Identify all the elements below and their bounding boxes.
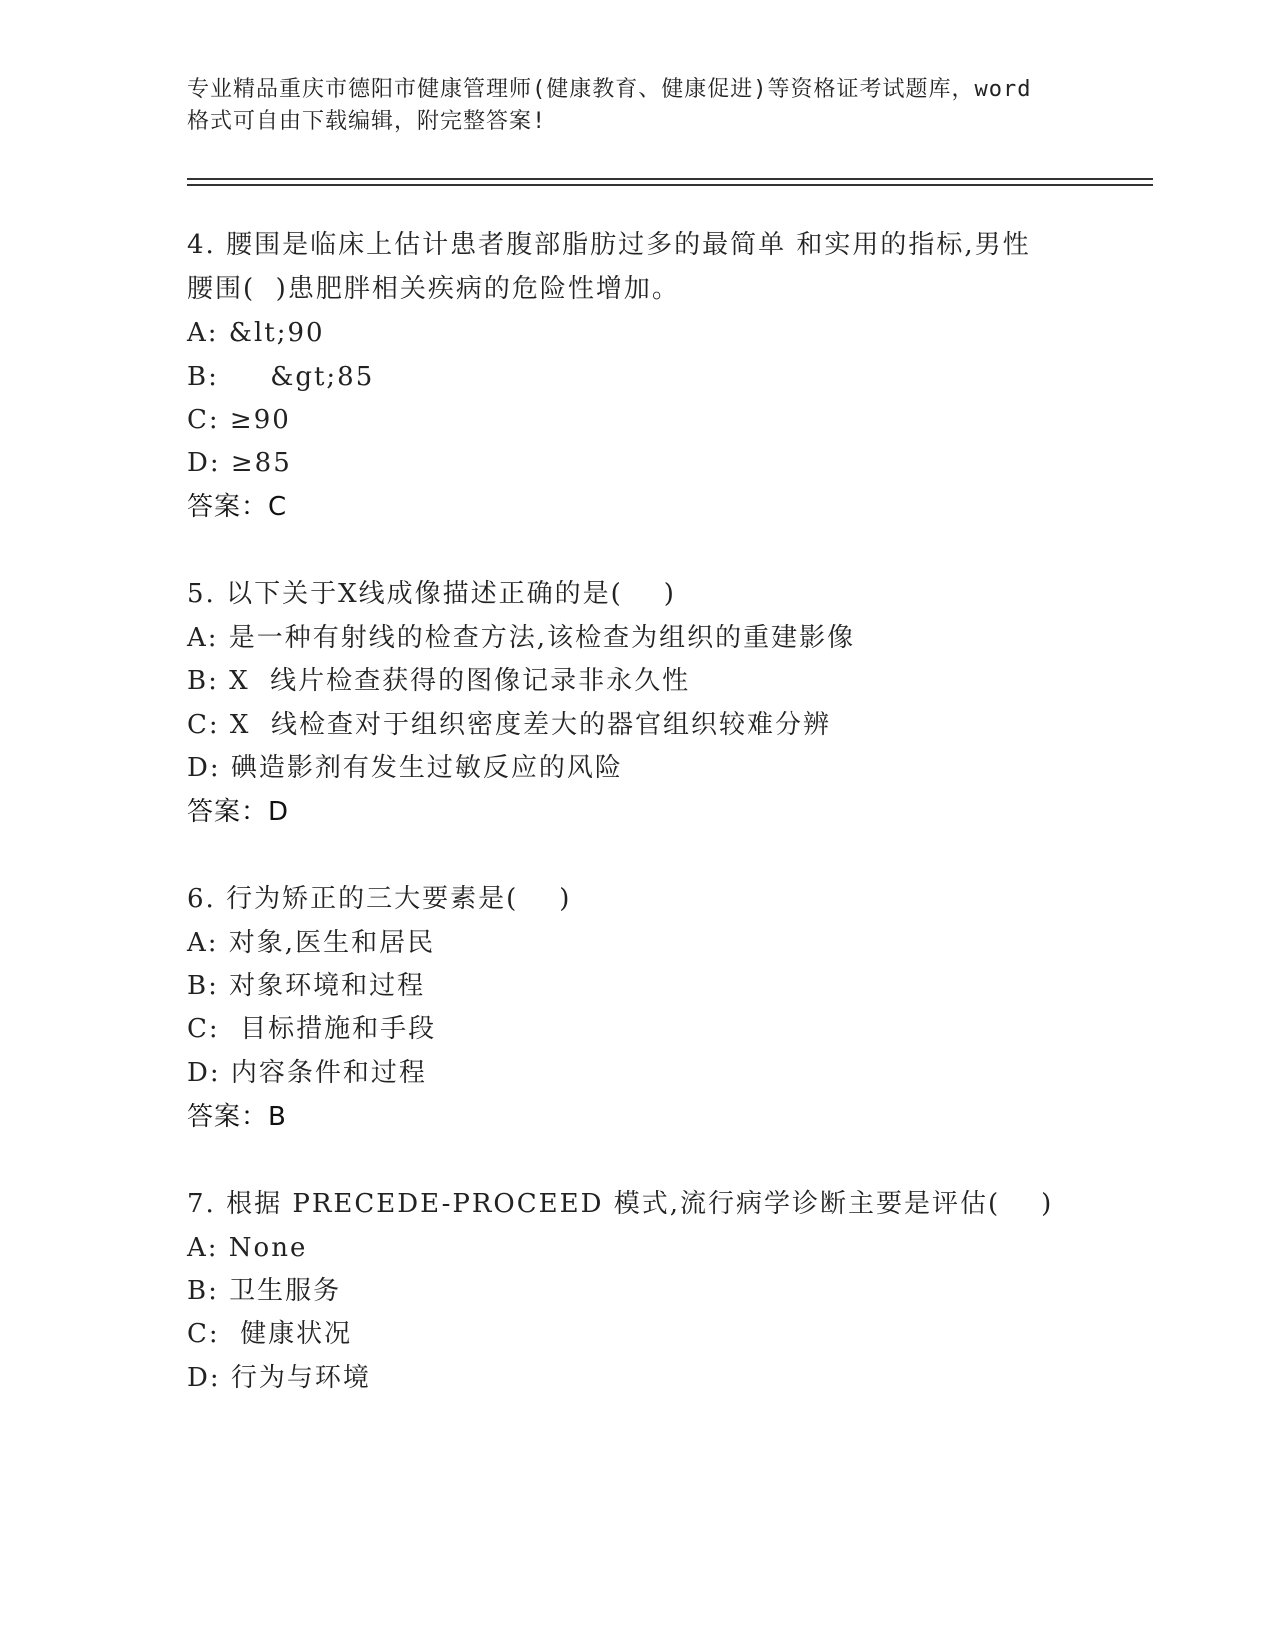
question-4-option-d: D: ≥85 xyxy=(187,448,292,478)
question-5-option-d: D: 碘造影剂有发生过敏反应的风险 xyxy=(187,753,623,783)
question-6-option-a: A: 对象,医生和居民 xyxy=(187,928,436,958)
question-6-option-d: D: 内容条件和过程 xyxy=(187,1058,427,1088)
question-7-option-c: C: 健康状况 xyxy=(187,1319,353,1349)
question-6-option-c: C: 目标措施和手段 xyxy=(187,1014,437,1044)
question-7-option-b: B: 卫生服务 xyxy=(187,1276,342,1306)
header-line-2: 格式可自由下载编辑，附完整答案! xyxy=(187,109,547,134)
question-5-option-b: B: X 线片检查获得的图像记录非永久性 xyxy=(187,666,691,696)
question-7-option-d: D: 行为与环境 xyxy=(187,1363,371,1393)
question-5-stem: 5. 以下关于X线成像描述正确的是( ) xyxy=(187,579,676,609)
question-4-answer: 答案：C xyxy=(187,492,288,522)
header-line-1: 专业精品重庆市德阳市健康管理师(健康教育、健康促进)等资格证考试题库，word xyxy=(187,77,1032,102)
question-5-option-c: C: X 线检查对于组织密度差大的器官组织较难分辨 xyxy=(187,710,831,740)
document-header xyxy=(187,74,1087,138)
question-4-stem-line-1: 4. 腰围是临床上估计患者腹部脂肪过多的最简单 和实用的指标,男性 xyxy=(187,230,1031,260)
question-5-option-a: A: 是一种有射线的检查方法,该检查为组织的重建影像 xyxy=(187,623,856,653)
question-6-option-b: B: 对象环境和过程 xyxy=(187,971,426,1001)
question-7-option-a: A: None xyxy=(187,1233,308,1263)
question-5-answer: 答案：D xyxy=(187,797,290,827)
question-6-stem: 6. 行为矫正的三大要素是( ) xyxy=(187,884,572,914)
question-4-option-c: C: ≥90 xyxy=(187,405,291,435)
question-6-answer: 答案：B xyxy=(187,1102,287,1132)
header-divider-top xyxy=(187,178,1153,180)
question-4-option-a: A: &lt;90 xyxy=(187,318,325,348)
header-divider-bottom xyxy=(187,184,1153,186)
question-7-stem: 7. 根据 PRECEDE-PROCEED 模式,流行病学诊断主要是评估( ) xyxy=(187,1189,1054,1219)
question-4-stem-line-2: 腰围( )患肥胖相关疾病的危险性增加。 xyxy=(187,274,680,304)
question-4-option-b: B: &gt;85 xyxy=(187,362,375,392)
